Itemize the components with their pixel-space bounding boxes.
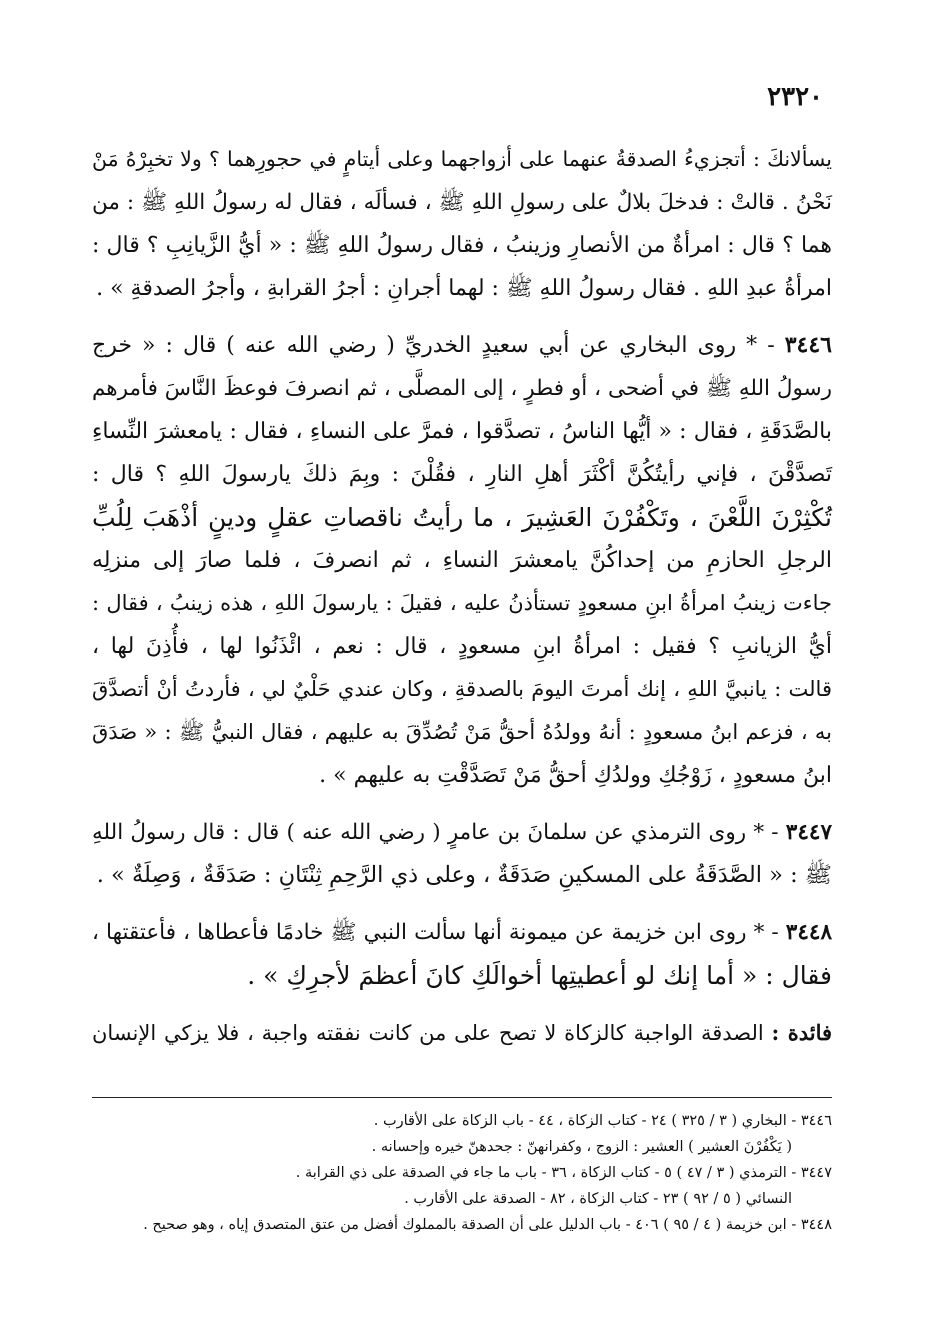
footnote: ٣٤٤٨ - ابن خزيمة ( ٤ / ٩٥ ) ٤٠٦ - باب الدليل على أن الصدقة بالمملوك أفضل من عتق المتصدق إياه ، وهو صحيح .: [143, 1217, 832, 1233]
footnote: ٣٤٤٧ - الترمذي ( ٣ / ٤٧ ) ٥ - كتاب الزكاة ، ٣٦ - باب ما جاء في الصدقة على ذي القرابة .: [295, 1165, 832, 1181]
main-text: [92, 138, 832, 1069]
text-line: يسألانكَ : أتجزيءُ الصدقةُ عنهما على أزواجهما وعلى أيتامٍ في حجورِهما ؟ ولا تخبِرْهُ مَنْ: [92, 147, 832, 171]
hadith-intro: - * روى ابن خزيمة عن ميمونة أنها سألت النبي ﷺ خادمًا فأعطاها ، فأعتقتها ،: [92, 920, 779, 945]
text-line: [92, 911, 832, 954]
text-line: ﷺ : « الصَّدَقَةُ على المسكينِ صَدَقَةٌ ، وعلى ذي الرَّحِمِ ثِنْتَانِ : صَدَقَةٌ ، وَصِلَةٌ » .: [96, 862, 832, 888]
page-number: ٢٣٢٠: [767, 82, 823, 112]
text-line: رسولُ اللهِ ﷺ في أضحى ، أو فطرٍ ، إلى المصلَّى ، ثم انصرفَ فوعظَ النَّاسَ فأمرهم: [92, 376, 832, 401]
text-line: [92, 811, 832, 854]
text-line: امرأةُ عبدِ اللهِ . فقال رسولُ اللهِ ﷺ : لهما أجرانِ : أجرُ القرابةِ ، وأجرُ الصدقةِ » .: [96, 276, 832, 301]
text-line: الرجلِ الحازمِ من إحداكُنَّ يامعشرَ النساءِ ، ثم انصرفَ ، فلما صارَ إلى منزلِه: [92, 548, 832, 573]
text-line: نَحْنُ . قالتْ : فدخلَ بلالٌ على رسولِ اللهِ ﷺ ، فسألَه ، فقال له رسولُ اللهِ ﷺ : من: [92, 190, 832, 215]
faida-note: [92, 1011, 832, 1055]
text-line: قالت : يانبيَّ اللهِ ، إنك أمرتَ اليومَ بالصدقةِ ، وكان عندي حَلْيٌ لي ، فأردتُ أنْ أتصدَّقَ: [92, 677, 832, 701]
faida-text: الصدقة الواجبة كالزكاة لا تصح على من كانت نفقته واجبة ، فلا يزكي الإنسان: [92, 1021, 764, 1045]
footnotes: [92, 1108, 832, 1238]
text-line: تَصدَّقْنَ ، فإني رأيتُكُنَّ أكْثَرَ أهلِ النارِ ، فقُلْنَ : وبِمَ ذلكَ يارسولَ اللهِ ؟ قال :: [92, 462, 832, 487]
text-line: تُكْثِرْنَ اللَّعْنَ ، وتَكْفُرْنَ العَشِيرَ ، ما رأيتُ ناقصاتِ عقلٍ ودينٍ أذْهَبَ لِلُبِّ: [92, 503, 832, 532]
hadith-3447: [92, 811, 832, 897]
hadith-continuation: [92, 138, 832, 310]
hadith-number: ٣٤٤٦: [784, 332, 832, 358]
hadith-intro: - * روى الترمذي عن سلمانَ بن عامرٍ ( رضي الله عنه ) قال : قال رسولُ اللهِ: [92, 820, 779, 845]
text-line: هما ؟ قال : امرأةٌ من الأنصارِ وزينبُ ، فقال رسولُ اللهِ ﷺ : « أيُّ الزَّيانِبِ ؟ قال :: [92, 233, 832, 258]
hadith-intro: - * روى البخاري عن أبي سعيدٍ الخدريِّ ( رضي الله عنه ) قال : « خرج: [92, 333, 775, 358]
footnote-separator: [92, 1097, 832, 1098]
text-line: جاءت زينبُ امرأةُ ابنِ مسعودٍ تستأذنُ عليه ، فقيلَ : يارسولَ اللهِ ، هذه زينبُ ، فقال :: [92, 591, 832, 615]
text-line: أيُّ الزيانبِ ؟ فقيل : امرأةُ ابنِ مسعودٍ ، قال : نعم ، ائْذَنُوا لها ، فأُذِنَ لها ،: [92, 634, 832, 659]
text-line: ابنُ مسعودٍ ، زَوْجُكِ وولدُكِ أحقُّ مَنْ تَصَدَّقْتِ به عليهم » .: [319, 763, 832, 788]
text-line: فقال : « أما إنك لو أعطيتِها أخوالَكِ كانَ أعظمَ لأجرِكِ » .: [247, 961, 832, 990]
text-line: بالصَّدَقَةِ ، فقال : « أيُّها الناسُ ، تصدَّقوا ، فمرَّ على النساءِ ، فقال : يامعشرَ النِّساءِ: [92, 419, 832, 444]
footnote: ٣٤٤٦ - البخاري ( ٣ / ٣٢٥ ) ٢٤ - كتاب الزكاة ، ٤٤ - باب الزكاة على الأقارب .: [373, 1113, 832, 1129]
faida-label: فائدة :: [771, 1020, 833, 1045]
footnote: النسائي ( ٥ / ٩٢ ) ٢٣ - كتاب الزكاة ، ٨٢ - الصدقة على الأقارب .: [404, 1191, 792, 1207]
hadith-number: ٣٤٤٧: [785, 820, 832, 845]
hadith-3446: [92, 324, 832, 797]
text-line: [92, 324, 832, 367]
hadith-number: ٣٤٤٨: [785, 920, 832, 945]
footnote: ( يَكْفُرْنَ العشير ) العشير : الزوج ، وكفرانهنّ : جحدهنّ خيره وإحسانه .: [371, 1139, 792, 1155]
hadith-3448: [92, 911, 832, 997]
text-line: به ، فزعم ابنُ مسعودٍ : أنهُ وولدُهُ أحقُّ مَنْ تُصُدِّقَ به عليهم ، فقال النبيُّ ﷺ : « صَدَقَ: [92, 720, 832, 744]
text-line: [92, 1011, 832, 1055]
